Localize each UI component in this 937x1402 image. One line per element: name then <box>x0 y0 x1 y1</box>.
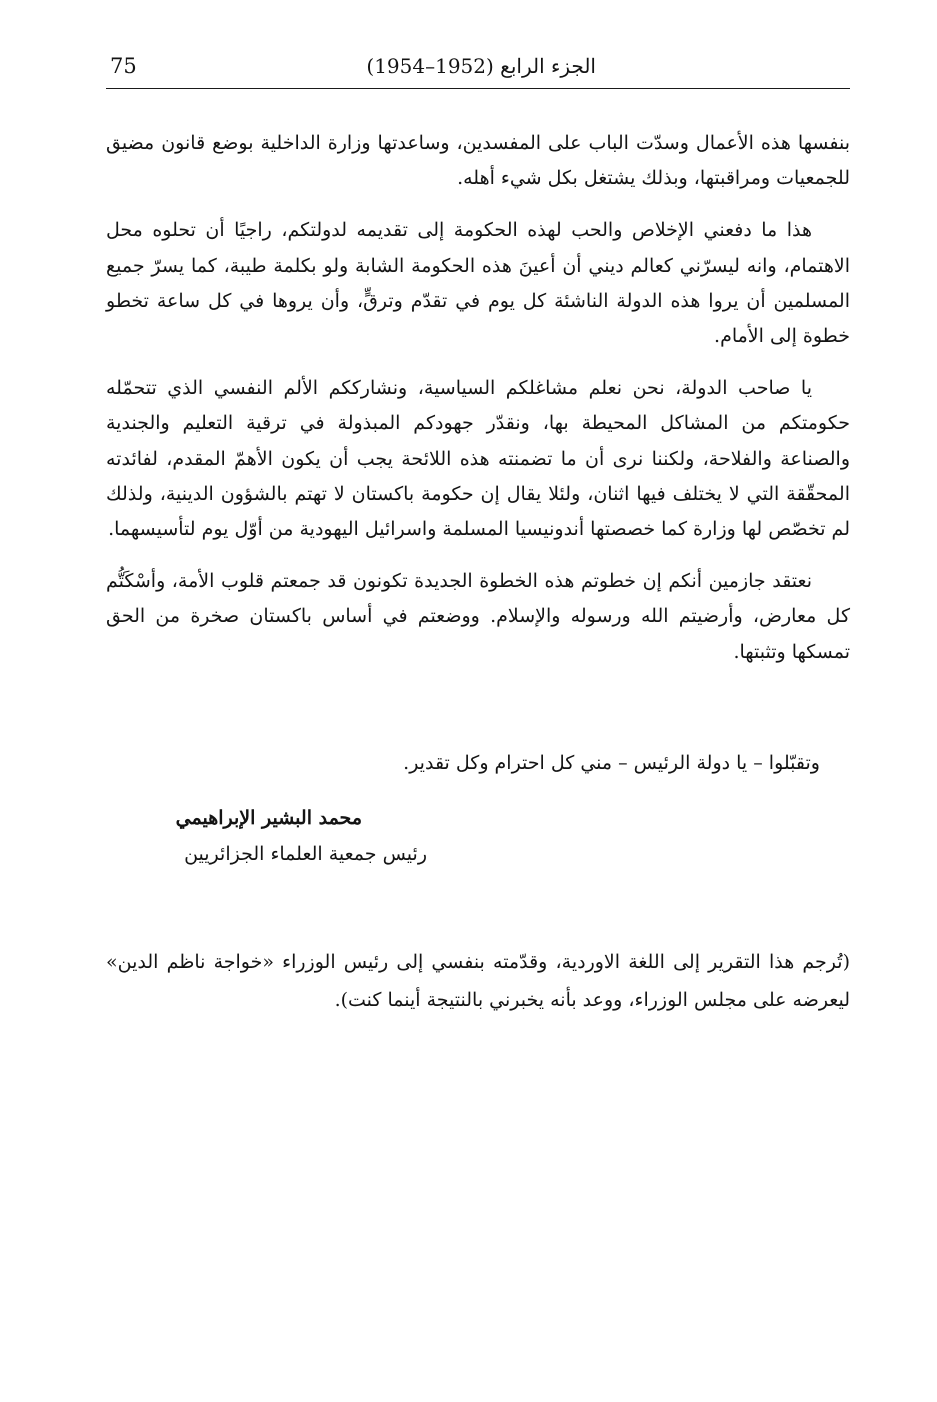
signatory-name: محمد البشير الإبراهيمي <box>175 807 362 829</box>
closing-line: وتقبّلوا – يا دولة الرئيس – مني كل احترام وكل تقدير. <box>403 752 820 774</box>
paragraph: بنفسها هذه الأعمال وسدّت الباب على المفسدين، وساعدتها وزارة الداخلية بوضع قانون مضيق للجمعيات ومراقبتها، وبذلك يشتغل بكل شيء أهله. <box>106 132 850 190</box>
page-header <box>106 52 850 89</box>
signature-block <box>97 800 427 872</box>
footnote: (تُرجم هذا التقرير إلى اللغة الاوردية، وقدّمته بنفسي إلى رئيس الوزراء «خواجة ناظم الدين» ليعرضه على مجلس الوزراء، ووعد بأنه يخبرني بالنتيجة أينما كنت). <box>106 951 850 1011</box>
page-number: 75 <box>110 54 137 78</box>
letter-body <box>106 126 850 687</box>
signatory-title: رئيس جمعية العلماء الجزائريين <box>184 843 427 865</box>
paragraph: يا صاحب الدولة، نحن نعلم مشاغلكم السياسية، ونشارككم الألم النفسي الذي تتحمّله حكومتكم من المشاكل المحيطة بها، ونقدّر جهودكم المبذولة في ترقية التعليم والجندية والصناعة والفلاحة، ولكننا نرى أن ما تضمنته هذه اللائحة يجب أن يكون الأهمّ المقدم، لفائدته المحقّقة التي لا يختلف فيها اثنان، ولئلا يقال إن حكومة باكستان لا تهتم بالشؤون الدينية، ولذلك لم تخصّص لها وزارة كما خصصتها أندونيسيا المسلمة واسرائيل اليهودية من أوّل يوم لتأسيسهما. <box>106 377 850 541</box>
paragraph: هذا ما دفعني الإخلاص والحب لهذه الحكومة إلى تقديمه لدولتكم، راجيًا أن تحلوه محل الاهتمام، وانه ليسرّني كعالم ديني أن أعينَ هذه الحكومة الشابة ولو بكلمة طيبة، كما يسرّ جميع المسلمين أن يروا هذه الدولة الناشئة كل يوم في تقدّم وترقٍّ، وأن يروها في كل ساعة تخطو خطوة إلى الأمام. <box>106 219 850 348</box>
running-title: الجزء الرابع (1952–1954) <box>366 54 596 78</box>
paragraph: نعتقد جازمين أنكم إن خطوتم هذه الخطوة الجديدة تكونون قد جمعتم قلوب الأمة، وأسْكَتُّم كل معارض، وأرضيتم الله ورسوله والإسلام. ووضعتم في أساس باكستان صخرة من الحق تمسكها وتثبتها. <box>106 570 850 663</box>
